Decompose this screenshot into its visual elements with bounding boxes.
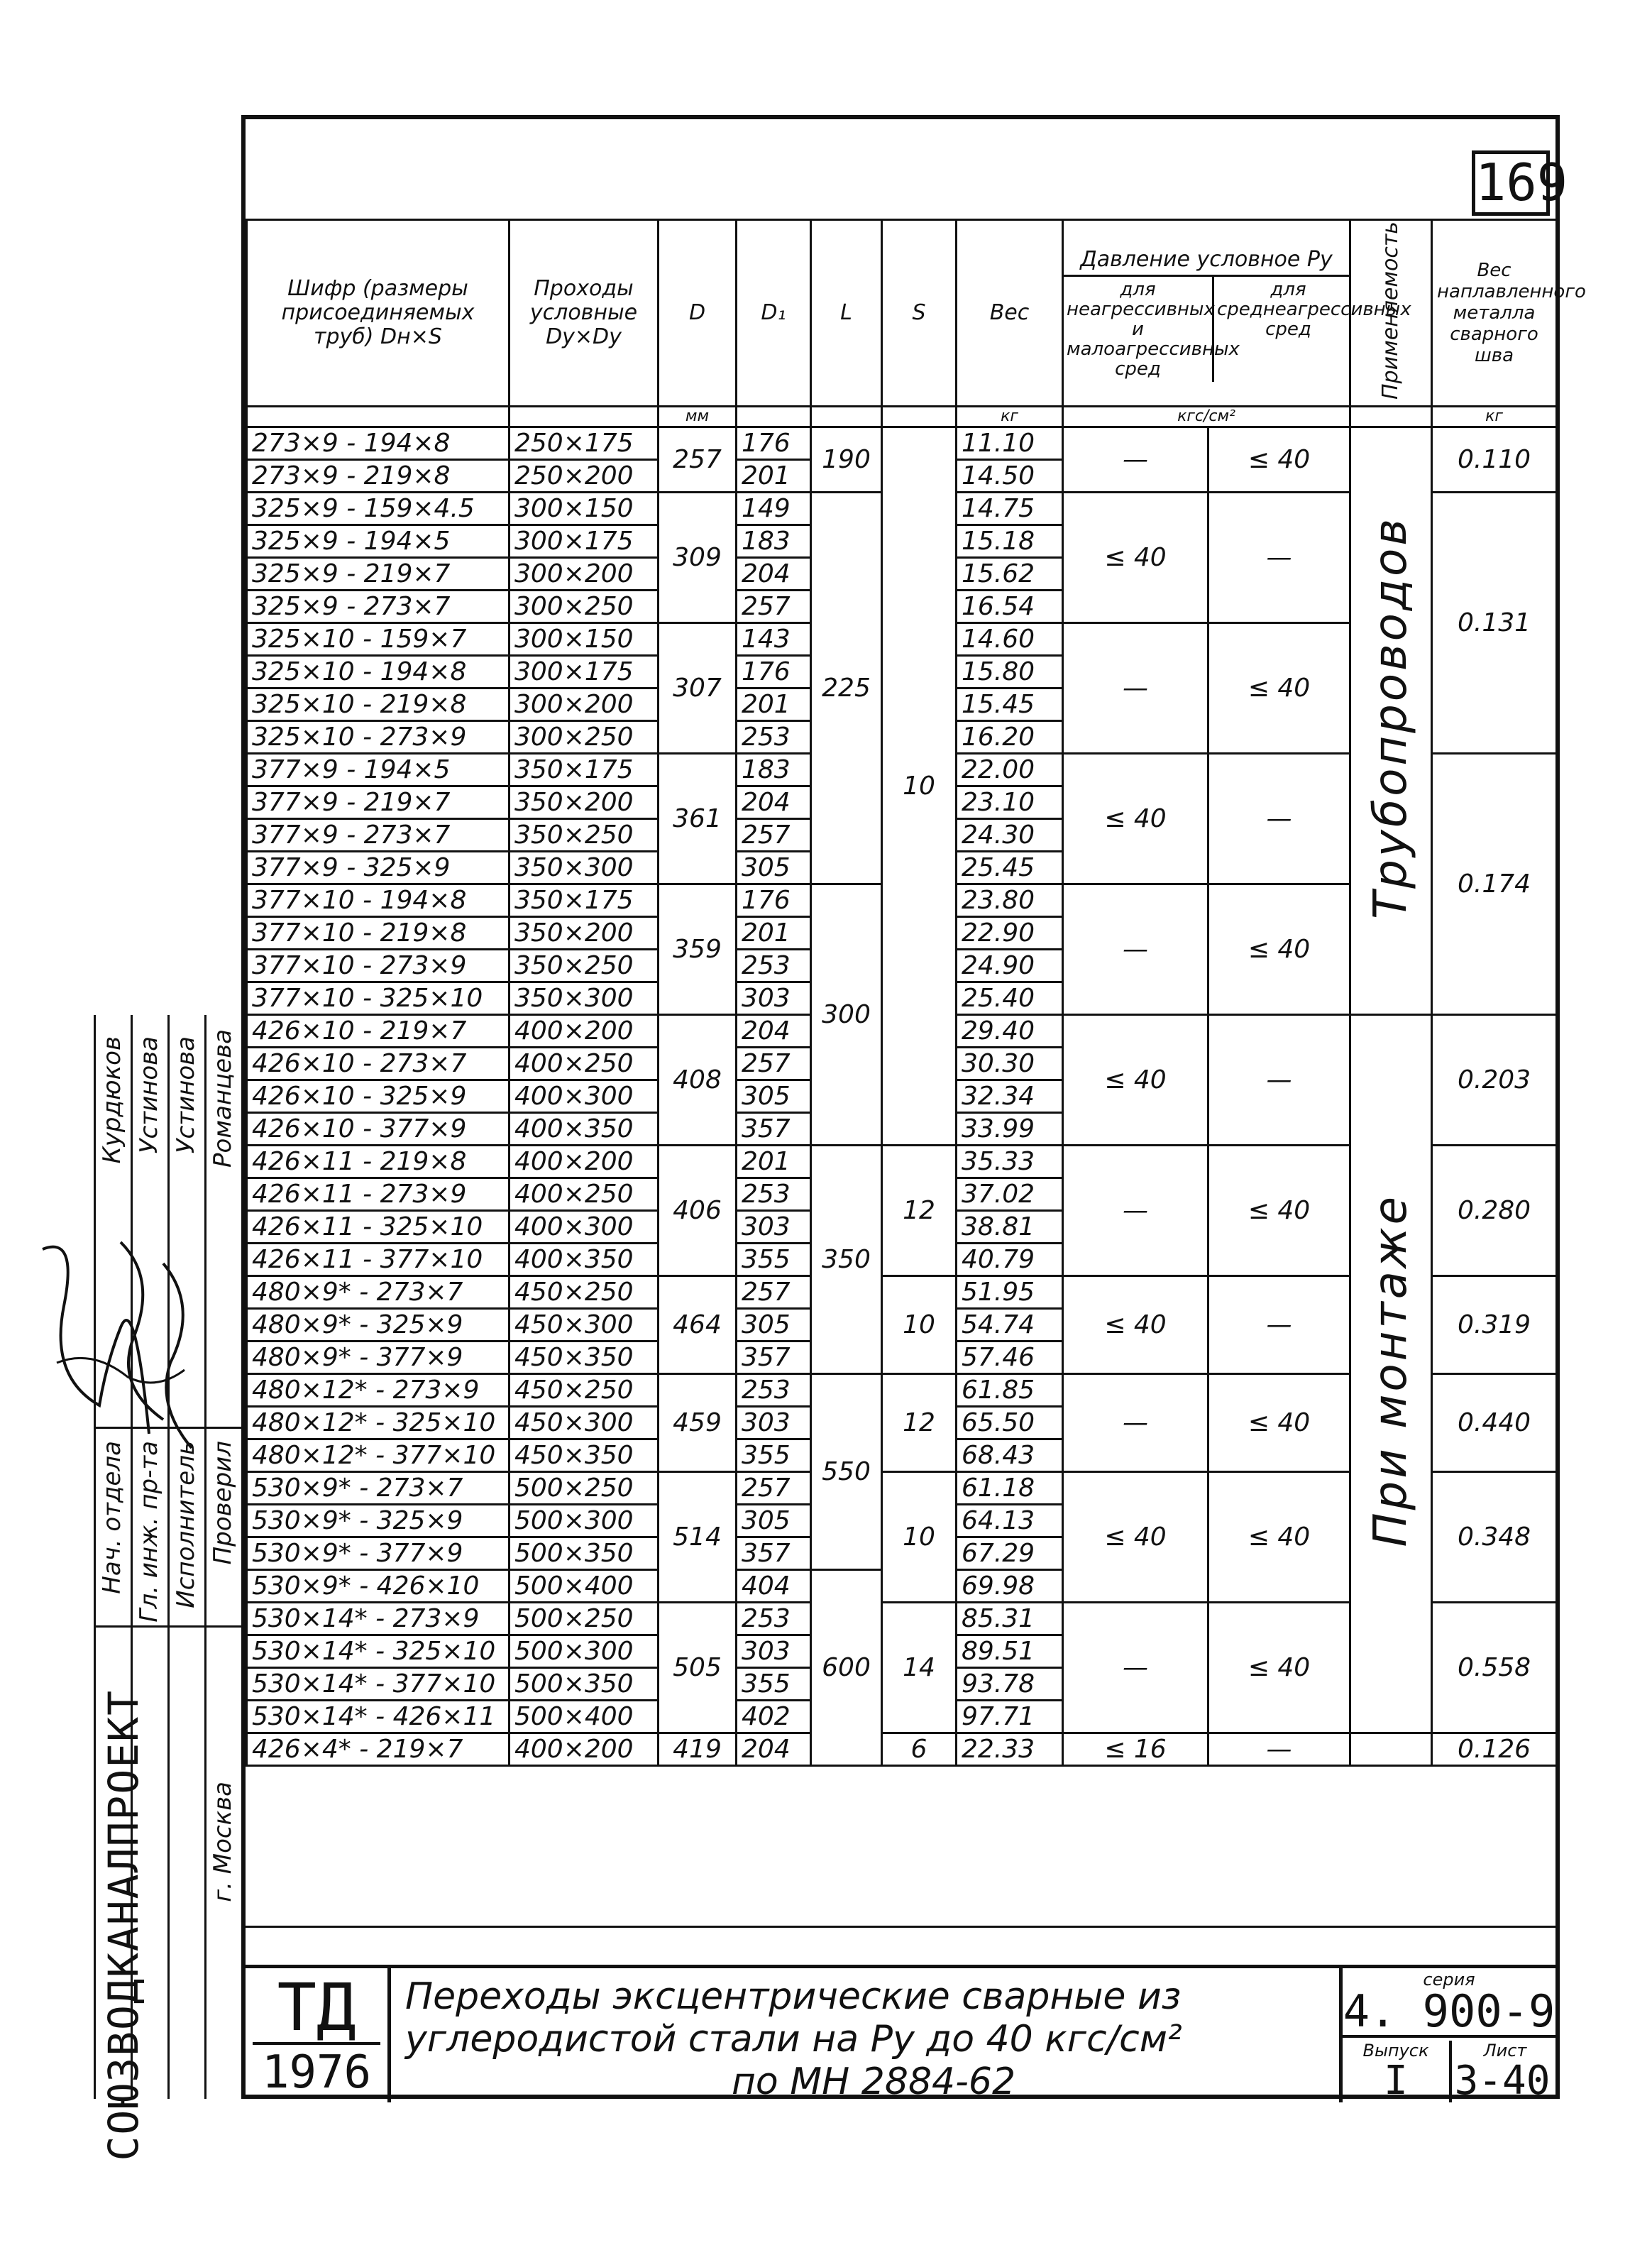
cell-d1: 253	[737, 950, 811, 982]
cell-d1: 355	[737, 1244, 811, 1276]
cell-weight: 51.95	[957, 1276, 1063, 1309]
cell-code: 325×10 - 194×8	[247, 656, 510, 688]
cell-weight: 14.50	[957, 460, 1063, 493]
cell-weld-weight: 0.131	[1432, 493, 1557, 754]
issue-value: I	[1384, 2058, 1408, 2104]
header-d: D	[659, 220, 737, 407]
cell-weight: 57.46	[957, 1342, 1063, 1374]
name-1: Курдюков	[98, 1036, 126, 1164]
cell-weight: 14.60	[957, 623, 1063, 656]
cell-s: 12	[882, 1146, 957, 1276]
cell-d1: 201	[737, 460, 811, 493]
cell-code: 530×14* - 377×10	[247, 1668, 510, 1701]
cell-d: 307	[659, 623, 737, 754]
cell-passages: 350×200	[510, 786, 659, 819]
cell-code: 480×9* - 377×9	[247, 1342, 510, 1374]
issue-label: Выпуск	[1362, 2041, 1429, 2061]
cell-code: 273×9 - 219×8	[247, 460, 510, 493]
cell-d: 361	[659, 754, 737, 884]
cell-code: 377×9 - 325×9	[247, 852, 510, 884]
cell-pressure-nonaggr: ≤ 40	[1063, 493, 1208, 623]
units-passages	[510, 407, 659, 427]
cell-pressure-aggr: ≤ 40	[1208, 623, 1350, 754]
cell-pressure-nonaggr: —	[1063, 1146, 1208, 1276]
cell-passages: 400×300	[510, 1211, 659, 1244]
cell-code: 480×12* - 377×10	[247, 1439, 510, 1472]
cell-weight: 32.34	[957, 1080, 1063, 1113]
cell-code: 426×10 - 325×9	[247, 1080, 510, 1113]
cell-weld-weight: 0.280	[1432, 1146, 1557, 1276]
cell-code: 426×11 - 273×9	[247, 1178, 510, 1211]
spec-table	[246, 219, 1586, 1767]
brand-year: 1976	[261, 2046, 372, 2099]
cell-weight: 22.00	[957, 754, 1063, 786]
cell-code: 480×12* - 273×9	[247, 1374, 510, 1407]
cell-passages: 500×250	[510, 1472, 659, 1505]
header-weight: Вес	[957, 220, 1063, 407]
cell-passages: 400×200	[510, 1733, 659, 1766]
cell-d1: 204	[737, 558, 811, 591]
cell-code: 377×10 - 325×10	[247, 982, 510, 1015]
cell-passages: 400×350	[510, 1244, 659, 1276]
cell-pressure-nonaggr: —	[1063, 1603, 1208, 1733]
role-4: Проверил	[209, 1441, 237, 1565]
cell-weight: 14.75	[957, 493, 1063, 525]
cell-passages: 350×250	[510, 819, 659, 852]
applicability-lower-text: При монтаже	[1365, 1194, 1418, 1547]
header-l: L	[811, 220, 882, 407]
cell-pressure-aggr: ≤ 40	[1208, 1472, 1350, 1603]
units-weight: кг	[957, 407, 1063, 427]
cell-code: 377×10 - 219×8	[247, 917, 510, 950]
brand-logo: ТД	[253, 1974, 380, 2045]
units-l	[811, 407, 882, 427]
cell-d1: 149	[737, 493, 811, 525]
role-1: Нач. отдела	[98, 1441, 126, 1594]
cell-weight: 15.45	[957, 688, 1063, 721]
cell-passages: 500×400	[510, 1570, 659, 1603]
cell-pressure-aggr: ≤ 40	[1208, 427, 1350, 493]
sheet-label: Лист	[1449, 2041, 1558, 2102]
cell-d1: 303	[737, 982, 811, 1015]
footer-blank-row	[246, 1926, 1555, 1967]
cell-passages: 500×250	[510, 1603, 659, 1635]
cell-applicability-lower	[1350, 1015, 1432, 1733]
signature-scribbles	[14, 1221, 227, 1469]
cell-d: 514	[659, 1472, 737, 1603]
cell-passages: 300×150	[510, 623, 659, 656]
cell-d1: 355	[737, 1668, 811, 1701]
cell-weight: 38.81	[957, 1211, 1063, 1244]
cell-d1: 204	[737, 1733, 811, 1766]
cell-weld-weight: 0.319	[1432, 1276, 1557, 1374]
role-3: Исполнитель	[172, 1441, 200, 1608]
cell-code: 426×11 - 325×10	[247, 1211, 510, 1244]
cell-weight: 15.62	[957, 558, 1063, 591]
cell-passages: 500×350	[510, 1668, 659, 1701]
cell-d1: 257	[737, 591, 811, 623]
header-applicability-text: Применяемость	[1378, 221, 1404, 400]
cell-code: 325×9 - 273×7	[247, 591, 510, 623]
units-d1	[737, 407, 811, 427]
cell-d1: 253	[737, 1603, 811, 1635]
cell-d1: 305	[737, 1309, 811, 1342]
cell-d: 257	[659, 427, 737, 493]
cell-d1: 176	[737, 427, 811, 460]
cell-passages: 300×250	[510, 591, 659, 623]
cell-code: 530×14* - 273×9	[247, 1603, 510, 1635]
cell-code: 530×9* - 377×9	[247, 1537, 510, 1570]
cell-weld-weight: 0.558	[1432, 1603, 1557, 1733]
cell-passages: 500×300	[510, 1505, 659, 1537]
cell-code: 325×9 - 159×4.5	[247, 493, 510, 525]
cell-d1: 183	[737, 525, 811, 558]
cell-passages: 300×175	[510, 656, 659, 688]
cell-code: 325×9 - 194×5	[247, 525, 510, 558]
cell-s: 12	[882, 1374, 957, 1472]
cell-weight: 85.31	[957, 1603, 1063, 1635]
cell-weight: 65.50	[957, 1407, 1063, 1439]
cell-passages: 350×175	[510, 884, 659, 917]
cell-weight: 37.02	[957, 1178, 1063, 1211]
cell-pressure-aggr: ≤ 40	[1208, 1374, 1350, 1472]
title-line-2: углеродистой стали на Pу до 40 кгс/см²	[405, 2018, 1182, 2061]
cell-pressure-aggr: —	[1208, 1733, 1350, 1766]
drawing-sheet	[241, 115, 1586, 2104]
cell-code: 426×10 - 219×7	[247, 1015, 510, 1048]
table-row	[247, 427, 1557, 460]
cell-code: 325×10 - 159×7	[247, 623, 510, 656]
cell-weight: 64.13	[957, 1505, 1063, 1537]
name-3: Устинова	[172, 1036, 200, 1154]
cell-d1: 253	[737, 1178, 811, 1211]
cell-d: 359	[659, 884, 737, 1015]
units-pressure: кгс/см²	[1063, 407, 1350, 427]
name-4: Романцева	[209, 1029, 237, 1168]
header-pressure-title: Давление условное Pу	[1064, 245, 1349, 277]
header-code: Шифр (размеры присоединяемых труб) Dн×S	[247, 220, 510, 407]
header-d1: D₁	[737, 220, 811, 407]
organization: СОЮЗВОДКАНАЛПРОЕКТ	[99, 1689, 148, 2161]
cell-code: 426×10 - 273×7	[247, 1048, 510, 1080]
cell-d1: 257	[737, 1048, 811, 1080]
cell-passages: 450×250	[510, 1374, 659, 1407]
brand-block	[246, 1968, 391, 2102]
title-block	[246, 1965, 1555, 2102]
cell-d1: 305	[737, 1505, 811, 1537]
cell-code: 426×10 - 377×9	[247, 1113, 510, 1146]
cell-d1: 257	[737, 819, 811, 852]
cell-passages: 350×200	[510, 917, 659, 950]
series-block	[1339, 1968, 1555, 2102]
cell-d1: 402	[737, 1701, 811, 1733]
cell-l: 550	[811, 1374, 882, 1570]
cell-d1: 204	[737, 786, 811, 819]
cell-pressure-aggr: —	[1208, 1276, 1350, 1374]
cell-passages: 500×400	[510, 1701, 659, 1733]
cell-code: 273×9 - 194×8	[247, 427, 510, 460]
cell-d1: 201	[737, 917, 811, 950]
units-s	[882, 407, 957, 427]
cell-passages: 450×350	[510, 1342, 659, 1374]
cell-pressure-aggr: ≤ 40	[1208, 1146, 1350, 1276]
cell-passages: 300×250	[510, 721, 659, 754]
cell-pressure-aggr: ≤ 40	[1208, 1603, 1350, 1733]
cell-code: 377×10 - 273×9	[247, 950, 510, 982]
cell-d: 464	[659, 1276, 737, 1374]
cell-code: 426×4* - 219×7	[247, 1733, 510, 1766]
cell-d: 408	[659, 1015, 737, 1146]
cell-d1: 303	[737, 1211, 811, 1244]
series-label: серия	[1423, 1970, 1475, 1990]
header-passages: Проходы условные Dу×Dу	[510, 220, 659, 407]
cell-passages: 250×175	[510, 427, 659, 460]
cell-applicability-last	[1350, 1733, 1432, 1766]
cell-weight: 97.71	[957, 1701, 1063, 1733]
cell-s: 14	[882, 1603, 957, 1733]
cell-pressure-nonaggr: —	[1063, 427, 1208, 493]
cell-weight: 33.99	[957, 1113, 1063, 1146]
cell-d1: 303	[737, 1407, 811, 1439]
cell-pressure-aggr: —	[1208, 754, 1350, 884]
cell-weight: 35.33	[957, 1146, 1063, 1178]
cell-d1: 253	[737, 1374, 811, 1407]
cell-d: 309	[659, 493, 737, 623]
cell-code: 377×9 - 194×5	[247, 754, 510, 786]
title-line-3: по МН 2884-62	[731, 2061, 1016, 2103]
cell-pressure-nonaggr: ≤ 40	[1063, 1472, 1208, 1603]
drawing-title	[405, 1975, 1342, 2103]
cell-weight: 89.51	[957, 1635, 1063, 1668]
title-line-1: Переходы эксцентрические сварные из	[405, 1975, 1182, 2018]
sheet-number: 169	[1472, 150, 1550, 216]
cell-d1: 357	[737, 1537, 811, 1570]
role-2: Гл. инж. пр-та	[135, 1441, 163, 1623]
cell-pressure-nonaggr: ≤ 40	[1063, 1015, 1208, 1146]
cell-passages: 350×250	[510, 950, 659, 982]
cell-code: 325×10 - 219×8	[247, 688, 510, 721]
cell-passages: 400×250	[510, 1048, 659, 1080]
cell-weight: 22.90	[957, 917, 1063, 950]
cell-weight: 68.43	[957, 1439, 1063, 1472]
cell-weight: 54.74	[957, 1309, 1063, 1342]
cell-code: 530×9* - 426×10	[247, 1570, 510, 1603]
cell-passages: 500×300	[510, 1635, 659, 1668]
cell-weight: 29.40	[957, 1015, 1063, 1048]
cell-code: 530×9* - 325×9	[247, 1505, 510, 1537]
cell-d: 406	[659, 1146, 737, 1276]
cell-weld-weight: 0.348	[1432, 1472, 1557, 1603]
cell-weight: 15.18	[957, 525, 1063, 558]
cell-weight: 67.29	[957, 1537, 1063, 1570]
header-weld-weight: Вес наплавленного металла сварного шва	[1432, 220, 1557, 407]
cell-d1: 357	[737, 1342, 811, 1374]
cell-d1: 176	[737, 884, 811, 917]
cell-pressure-nonaggr: ≤ 40	[1063, 754, 1208, 884]
header-pressure-nonaggr: для неагрессивных и малоагрессивных сред	[1064, 277, 1214, 382]
cell-pressure-aggr: —	[1208, 1015, 1350, 1146]
cell-code: 480×9* - 273×7	[247, 1276, 510, 1309]
cell-weld-weight: 0.174	[1432, 754, 1557, 1015]
cell-weight: 23.80	[957, 884, 1063, 917]
sheet-value: 3-40	[1454, 2058, 1551, 2104]
cell-code: 377×9 - 273×7	[247, 819, 510, 852]
cell-weight: 22.33	[957, 1733, 1063, 1766]
cell-d1: 355	[737, 1439, 811, 1472]
cell-code: 530×14* - 325×10	[247, 1635, 510, 1668]
cell-d1: 257	[737, 1276, 811, 1309]
cell-s: 10	[882, 1276, 957, 1374]
cell-weight: 40.79	[957, 1244, 1063, 1276]
city: г. Москва	[209, 1782, 237, 1902]
cell-applicability-upper	[1350, 427, 1432, 1015]
cell-d1: 305	[737, 852, 811, 884]
cell-weight: 16.54	[957, 591, 1063, 623]
cell-l: 300	[811, 884, 882, 1146]
units-d: мм	[659, 407, 737, 427]
cell-weight: 25.45	[957, 852, 1063, 884]
cell-d1: 305	[737, 1080, 811, 1113]
cell-passages: 300×200	[510, 558, 659, 591]
cell-weld-weight: 0.440	[1432, 1374, 1557, 1472]
cell-d1: 204	[737, 1015, 811, 1048]
cell-passages: 400×200	[510, 1146, 659, 1178]
applicability-upper-text: Трубопроводов	[1365, 516, 1418, 919]
cell-weight: 93.78	[957, 1668, 1063, 1701]
cell-d1: 143	[737, 623, 811, 656]
cell-d: 505	[659, 1603, 737, 1733]
cell-passages: 400×300	[510, 1080, 659, 1113]
cell-d1: 201	[737, 1146, 811, 1178]
cell-passages: 350×175	[510, 754, 659, 786]
cell-passages: 450×300	[510, 1309, 659, 1342]
cell-passages: 400×250	[510, 1178, 659, 1211]
cell-s: 6	[882, 1733, 957, 1766]
cell-l: 190	[811, 427, 882, 493]
cell-d1: 303	[737, 1635, 811, 1668]
cell-weight: 25.40	[957, 982, 1063, 1015]
cell-weight: 16.20	[957, 721, 1063, 754]
cell-s: 10	[882, 1472, 957, 1603]
cell-passages: 450×350	[510, 1439, 659, 1472]
cell-weight: 30.30	[957, 1048, 1063, 1080]
cell-passages: 250×200	[510, 460, 659, 493]
cell-passages: 350×300	[510, 852, 659, 884]
cell-d1: 176	[737, 656, 811, 688]
series-value: 4. 900-9	[1343, 1985, 1555, 2037]
cell-l: 600	[811, 1570, 882, 1766]
cell-code: 480×12* - 325×10	[247, 1407, 510, 1439]
cell-code: 426×11 - 377×10	[247, 1244, 510, 1276]
cell-weight: 61.18	[957, 1472, 1063, 1505]
cell-weight: 69.98	[957, 1570, 1063, 1603]
cell-weight: 24.30	[957, 819, 1063, 852]
cell-weight: 61.85	[957, 1374, 1063, 1407]
cell-d1: 257	[737, 1472, 811, 1505]
cell-passages: 500×350	[510, 1537, 659, 1570]
cell-code: 377×10 - 194×8	[247, 884, 510, 917]
cell-d1: 201	[737, 688, 811, 721]
cell-passages: 300×200	[510, 688, 659, 721]
cell-passages: 450×300	[510, 1407, 659, 1439]
cell-code: 426×11 - 219×8	[247, 1146, 510, 1178]
cell-d1: 183	[737, 754, 811, 786]
cell-code: 530×14* - 426×11	[247, 1701, 510, 1733]
cell-code: 480×9* - 325×9	[247, 1309, 510, 1342]
cell-s: 10	[882, 427, 957, 1146]
cell-weight: 11.10	[957, 427, 1063, 460]
cell-pressure-aggr: ≤ 40	[1208, 884, 1350, 1015]
cell-d: 419	[659, 1733, 737, 1766]
units-weld: кг	[1432, 407, 1557, 427]
cell-code: 377×9 - 219×7	[247, 786, 510, 819]
cell-pressure-nonaggr: ≤ 16	[1063, 1733, 1208, 1766]
units-code	[247, 407, 510, 427]
cell-pressure-aggr: —	[1208, 493, 1350, 623]
name-2: Устинова	[135, 1036, 163, 1154]
cell-code: 325×9 - 219×7	[247, 558, 510, 591]
cell-weld-weight: 0.203	[1432, 1015, 1557, 1146]
cell-pressure-nonaggr: —	[1063, 884, 1208, 1015]
cell-passages: 300×150	[510, 493, 659, 525]
cell-pressure-nonaggr: —	[1063, 623, 1208, 754]
cell-l: 225	[811, 493, 882, 884]
cell-code: 325×10 - 273×9	[247, 721, 510, 754]
cell-passages: 400×350	[510, 1113, 659, 1146]
header-pressure-aggr: для среднеагрессивных сред	[1217, 278, 1411, 340]
table-row	[247, 1733, 1557, 1766]
cell-passages: 400×200	[510, 1015, 659, 1048]
cell-l: 350	[811, 1146, 882, 1374]
cell-weld-weight: 0.126	[1432, 1733, 1557, 1766]
cell-weld-weight: 0.110	[1432, 427, 1557, 493]
cell-d1: 253	[737, 721, 811, 754]
header-s: S	[882, 220, 957, 407]
cell-weight: 23.10	[957, 786, 1063, 819]
cell-weight: 24.90	[957, 950, 1063, 982]
cell-passages: 300×175	[510, 525, 659, 558]
cell-weight: 15.80	[957, 656, 1063, 688]
cell-passages: 450×250	[510, 1276, 659, 1309]
cell-pressure-nonaggr: ≤ 40	[1063, 1276, 1208, 1374]
cell-d1: 404	[737, 1570, 811, 1603]
cell-d: 459	[659, 1374, 737, 1472]
units-appl	[1350, 407, 1432, 427]
cell-d1: 357	[737, 1113, 811, 1146]
cell-passages: 350×300	[510, 982, 659, 1015]
cell-pressure-nonaggr: —	[1063, 1374, 1208, 1472]
cell-code: 530×9* - 273×7	[247, 1472, 510, 1505]
